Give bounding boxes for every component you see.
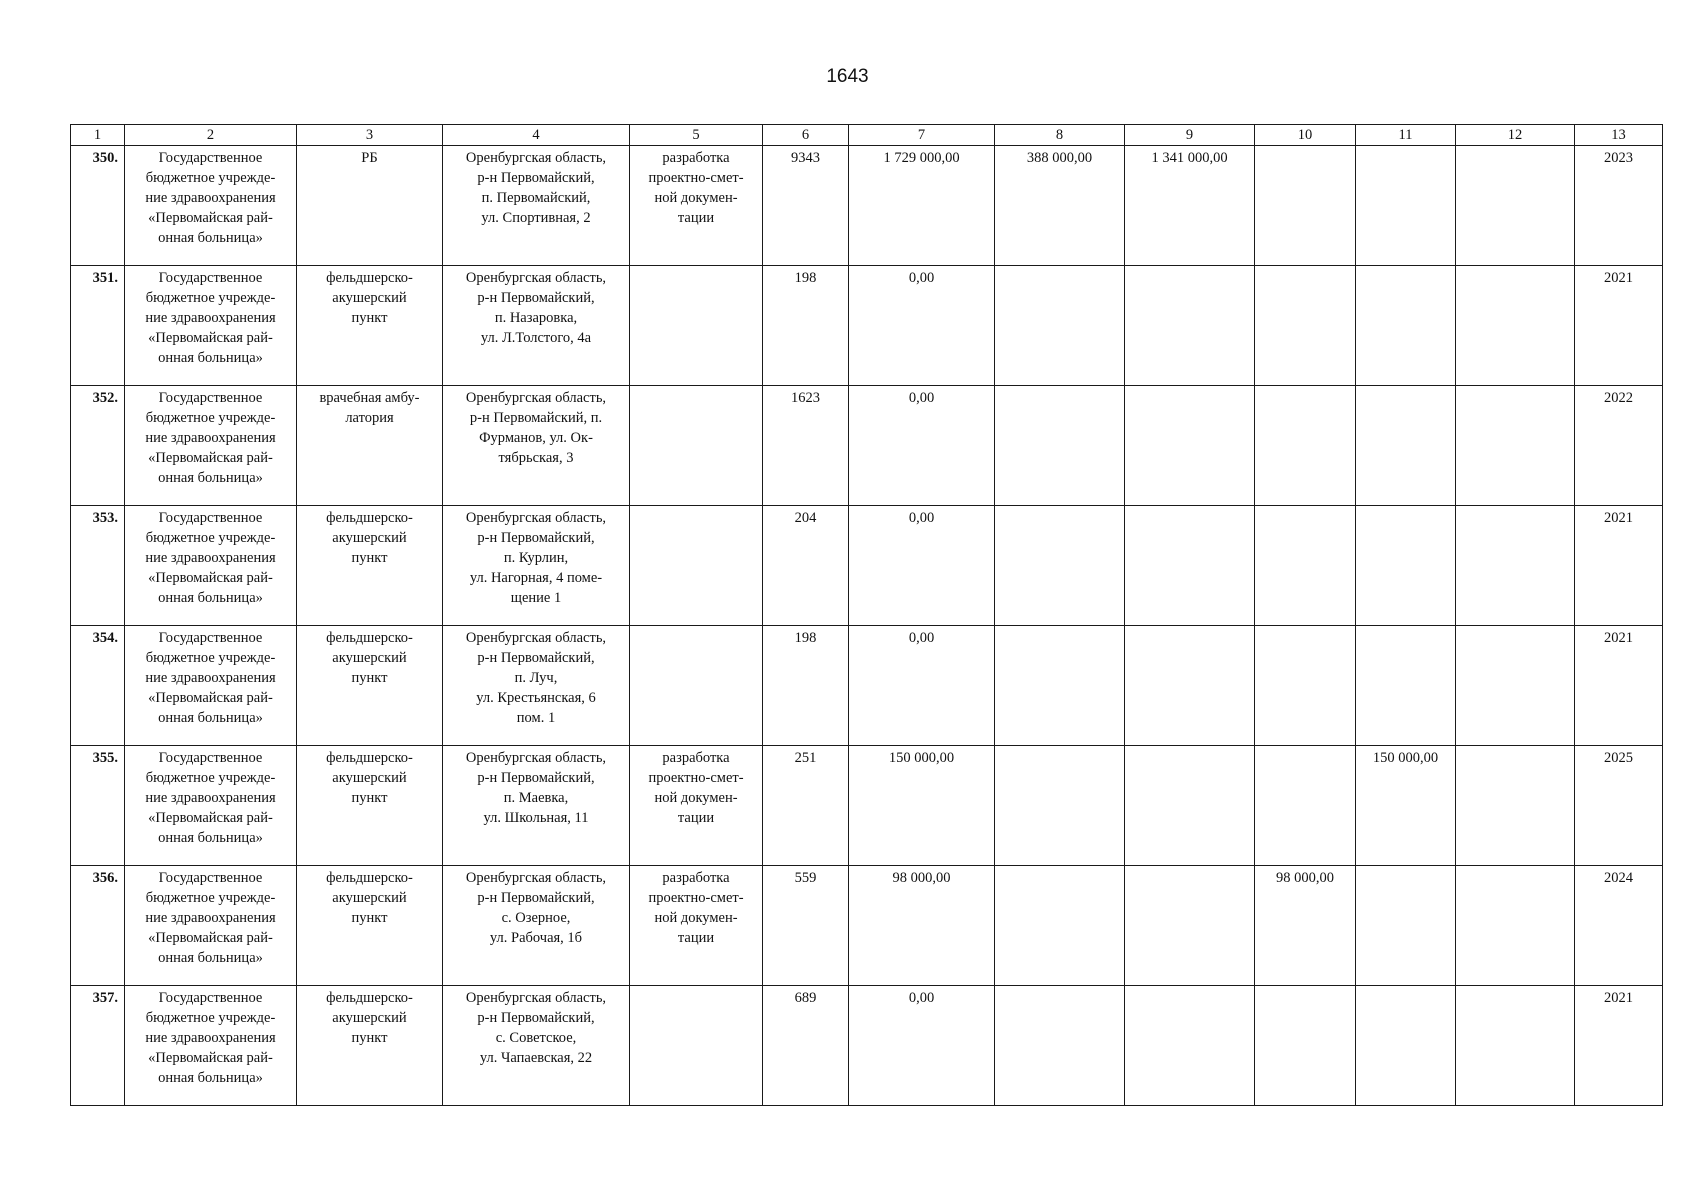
amount-col8-cell	[995, 746, 1125, 866]
amount-col10-cell	[1255, 986, 1356, 1106]
address-line: р-н Первомайский,	[477, 770, 595, 786]
institution-line: онная больница»	[158, 950, 263, 966]
address-line: ул. Нагорная, 4 поме-	[469, 570, 603, 586]
institution-cell	[125, 386, 297, 506]
amount-col10-cell: 98 000,00	[1255, 866, 1356, 986]
work-type-cell	[630, 266, 763, 386]
amount-col12-cell	[1456, 386, 1575, 506]
address-line: ул. Спортивная, 2	[481, 210, 591, 226]
address-cell	[443, 386, 630, 506]
area-cell: 251	[763, 746, 849, 866]
amount-col12-cell	[1456, 506, 1575, 626]
amount-col10-cell	[1255, 386, 1356, 506]
address-cell	[443, 266, 630, 386]
area-cell: 559	[763, 866, 849, 986]
object-type-line: фельдшерско-	[326, 870, 413, 886]
work-type-line: тации	[677, 210, 715, 226]
institution-line: «Первомайская рай-	[148, 570, 273, 586]
row-number: 352.	[71, 386, 125, 506]
year-cell: 2021	[1575, 266, 1663, 386]
table-row	[71, 626, 1663, 746]
column-header: 4	[443, 125, 630, 146]
total-amount-cell: 98 000,00	[849, 866, 995, 986]
address-line: р-н Первомайский,	[477, 1010, 595, 1026]
object-type-line: фельдшерско-	[326, 750, 413, 766]
table-row	[71, 866, 1663, 986]
amount-col10-cell	[1255, 506, 1356, 626]
object-type-cell	[297, 146, 443, 266]
address-line: п. Назаровка,	[494, 310, 578, 326]
institution-line: Государственное	[158, 750, 263, 766]
address-line: р-н Первомайский,	[477, 650, 595, 666]
work-type-line: ной докумен-	[654, 190, 738, 206]
object-type-line: РБ	[361, 150, 378, 166]
page-number: 1643	[826, 66, 869, 87]
row-number: 354.	[71, 626, 125, 746]
year-cell: 2024	[1575, 866, 1663, 986]
year-cell: 2023	[1575, 146, 1663, 266]
amount-col11-cell	[1356, 386, 1456, 506]
column-header: 2	[125, 125, 297, 146]
institution-line: «Первомайская рай-	[148, 690, 273, 706]
amount-col12-cell	[1456, 146, 1575, 266]
institution-line: бюджетное учрежде-	[145, 890, 276, 906]
address-line: с. Советское,	[495, 1030, 577, 1046]
institution-line: ние здравоохранения	[145, 1030, 276, 1046]
address-cell	[443, 506, 630, 626]
total-amount-cell: 0,00	[849, 266, 995, 386]
address-line: Оренбургская область,	[465, 630, 607, 646]
amount-col9-cell	[1125, 866, 1255, 986]
object-type-cell	[297, 266, 443, 386]
address-line: р-н Первомайский,	[477, 290, 595, 306]
row-number: 357.	[71, 986, 125, 1106]
address-line: пом. 1	[516, 710, 556, 726]
institution-line: «Первомайская рай-	[148, 450, 273, 466]
object-type-line: пункт	[351, 670, 388, 686]
object-type-cell	[297, 866, 443, 986]
institution-line: «Первомайская рай-	[148, 1050, 273, 1066]
work-type-line: ной докумен-	[654, 790, 738, 806]
institution-line: ние здравоохранения	[145, 550, 276, 566]
table-row	[71, 386, 1663, 506]
column-header: 6	[763, 125, 849, 146]
address-line: тябрьская, 3	[498, 450, 574, 466]
column-header: 11	[1356, 125, 1456, 146]
institution-line: бюджетное учрежде-	[145, 170, 276, 186]
row-number: 356.	[71, 866, 125, 986]
amount-col12-cell	[1456, 746, 1575, 866]
institution-line: бюджетное учрежде-	[145, 650, 276, 666]
work-type-line: разработка	[662, 750, 730, 766]
address-line: п. Маевка,	[503, 790, 569, 806]
year-cell: 2025	[1575, 746, 1663, 866]
address-line: Оренбургская область,	[465, 150, 607, 166]
object-type-line: пункт	[351, 790, 388, 806]
address-line: р-н Первомайский,	[477, 890, 595, 906]
address-cell	[443, 986, 630, 1106]
address-cell	[443, 866, 630, 986]
institution-line: ние здравоохранения	[145, 910, 276, 926]
institution-line: «Первомайская рай-	[148, 210, 273, 226]
institution-line: онная больница»	[158, 1070, 263, 1086]
institution-line: Государственное	[158, 870, 263, 886]
total-amount-cell: 150 000,00	[849, 746, 995, 866]
work-type-line: проектно-смет-	[648, 890, 744, 906]
address-line: п. Курлин,	[503, 550, 569, 566]
amount-col10-cell	[1255, 626, 1356, 746]
address-line: р-н Первомайский,	[477, 170, 595, 186]
total-amount-cell: 0,00	[849, 626, 995, 746]
work-type-cell	[630, 146, 763, 266]
amount-col10-cell	[1255, 266, 1356, 386]
table-row	[71, 266, 1663, 386]
amount-col8-cell	[995, 626, 1125, 746]
table-row	[71, 506, 1663, 626]
address-line: Оренбургская область,	[465, 870, 607, 886]
column-header: 3	[297, 125, 443, 146]
amount-col8-cell	[995, 266, 1125, 386]
object-type-line: пункт	[351, 310, 388, 326]
address-line: р-н Первомайский, п.	[469, 410, 603, 426]
institution-line: бюджетное учрежде-	[145, 290, 276, 306]
amount-col11-cell	[1356, 986, 1456, 1106]
work-type-line: тации	[677, 930, 715, 946]
address-line: п. Первомайский,	[481, 190, 591, 206]
institution-cell	[125, 506, 297, 626]
institution-line: бюджетное учрежде-	[145, 410, 276, 426]
area-cell: 689	[763, 986, 849, 1106]
amount-col12-cell	[1456, 986, 1575, 1106]
institution-line: Государственное	[158, 390, 263, 406]
institution-cell	[125, 266, 297, 386]
amount-col11-cell	[1356, 866, 1456, 986]
institution-line: Государственное	[158, 510, 263, 526]
work-type-line: разработка	[662, 870, 730, 886]
amount-col9-cell	[1125, 626, 1255, 746]
address-cell	[443, 146, 630, 266]
address-line: Оренбургская область,	[465, 390, 607, 406]
object-type-line: акушерский	[332, 770, 407, 786]
work-type-line: проектно-смет-	[648, 170, 744, 186]
table-row	[71, 746, 1663, 866]
institution-line: бюджетное учрежде-	[145, 770, 276, 786]
institution-cell	[125, 986, 297, 1106]
year-cell: 2021	[1575, 986, 1663, 1106]
object-type-line: латория	[345, 410, 394, 426]
institution-cell	[125, 146, 297, 266]
institution-line: Государственное	[158, 630, 263, 646]
institution-line: бюджетное учрежде-	[145, 530, 276, 546]
amount-col9-cell	[1125, 746, 1255, 866]
object-type-line: акушерский	[332, 290, 407, 306]
institution-line: онная больница»	[158, 830, 263, 846]
year-cell: 2021	[1575, 506, 1663, 626]
institution-line: онная больница»	[158, 350, 263, 366]
object-type-line: врачебная амбу-	[319, 390, 420, 406]
institution-cell	[125, 626, 297, 746]
object-type-cell	[297, 746, 443, 866]
institution-line: ние здравоохранения	[145, 790, 276, 806]
work-type-cell	[630, 746, 763, 866]
object-type-line: пункт	[351, 910, 388, 926]
address-line: щение 1	[510, 590, 562, 606]
object-type-line: акушерский	[332, 1010, 407, 1026]
row-number: 353.	[71, 506, 125, 626]
column-header: 9	[1125, 125, 1255, 146]
object-type-line: фельдшерско-	[326, 270, 413, 286]
address-line: Оренбургская область,	[465, 510, 607, 526]
amount-col9-cell	[1125, 986, 1255, 1106]
institution-line: ние здравоохранения	[145, 310, 276, 326]
address-line: ул. Чапаевская, 22	[479, 1050, 593, 1066]
work-type-line: проектно-смет-	[648, 770, 744, 786]
object-type-line: пункт	[351, 1030, 388, 1046]
amount-col11-cell	[1356, 146, 1456, 266]
object-type-line: акушерский	[332, 890, 407, 906]
amount-col8-cell	[995, 386, 1125, 506]
row-number: 351.	[71, 266, 125, 386]
work-type-cell	[630, 986, 763, 1106]
amount-col8-cell: 388 000,00	[995, 146, 1125, 266]
address-line: ул. Школьная, 11	[483, 810, 589, 826]
institution-line: онная больница»	[158, 710, 263, 726]
total-amount-cell: 0,00	[849, 506, 995, 626]
institution-line: ние здравоохранения	[145, 670, 276, 686]
column-number-row	[71, 125, 1663, 146]
row-number: 355.	[71, 746, 125, 866]
institution-line: бюджетное учрежде-	[145, 1010, 276, 1026]
amount-col8-cell	[995, 866, 1125, 986]
amount-col12-cell	[1456, 626, 1575, 746]
amount-col9-cell: 1 341 000,00	[1125, 146, 1255, 266]
area-cell: 9343	[763, 146, 849, 266]
column-header: 7	[849, 125, 995, 146]
institution-line: «Первомайская рай-	[148, 810, 273, 826]
institution-line: ние здравоохранения	[145, 430, 276, 446]
address-line: Оренбургская область,	[465, 750, 607, 766]
institution-cell	[125, 746, 297, 866]
object-type-line: фельдшерско-	[326, 510, 413, 526]
institution-line: Государственное	[158, 150, 263, 166]
work-type-line: ной докумен-	[654, 910, 738, 926]
column-header: 10	[1255, 125, 1356, 146]
area-cell: 198	[763, 626, 849, 746]
address-line: ул. Л.Толстого, 4а	[480, 330, 592, 346]
amount-col11-cell	[1356, 626, 1456, 746]
column-header: 5	[630, 125, 763, 146]
amount-col9-cell	[1125, 386, 1255, 506]
object-type-line: фельдшерско-	[326, 630, 413, 646]
column-header: 8	[995, 125, 1125, 146]
work-type-cell	[630, 386, 763, 506]
address-line: Фурманов, ул. Ок-	[479, 430, 593, 446]
institution-line: «Первомайская рай-	[148, 930, 273, 946]
amount-col9-cell	[1125, 506, 1255, 626]
institution-line: онная больница»	[158, 470, 263, 486]
area-cell: 198	[763, 266, 849, 386]
area-cell: 204	[763, 506, 849, 626]
column-header: 1	[71, 125, 125, 146]
amount-col12-cell	[1456, 866, 1575, 986]
work-type-cell	[630, 626, 763, 746]
object-type-line: акушерский	[332, 530, 407, 546]
institution-line: онная больница»	[158, 230, 263, 246]
total-amount-cell: 0,00	[849, 386, 995, 506]
institution-line: онная больница»	[158, 590, 263, 606]
object-type-cell	[297, 626, 443, 746]
object-type-cell	[297, 506, 443, 626]
table-row	[71, 986, 1663, 1106]
year-cell: 2021	[1575, 626, 1663, 746]
table-row	[71, 146, 1663, 266]
institution-line: Государственное	[158, 270, 263, 286]
address-line: Оренбургская область,	[465, 990, 607, 1006]
registry-table	[70, 124, 1663, 1106]
column-header: 13	[1575, 125, 1663, 146]
amount-col10-cell	[1255, 746, 1356, 866]
total-amount-cell: 1 729 000,00	[849, 146, 995, 266]
work-type-line: тации	[677, 810, 715, 826]
amount-col10-cell	[1255, 146, 1356, 266]
amount-col11-cell	[1356, 506, 1456, 626]
address-line: ул. Рабочая, 1б	[489, 930, 583, 946]
object-type-line: акушерский	[332, 650, 407, 666]
row-number: 350.	[71, 146, 125, 266]
institution-cell	[125, 866, 297, 986]
amount-col12-cell	[1456, 266, 1575, 386]
address-line: р-н Первомайский,	[477, 530, 595, 546]
institution-line: «Первомайская рай-	[148, 330, 273, 346]
work-type-cell	[630, 866, 763, 986]
amount-col8-cell	[995, 986, 1125, 1106]
address-line: с. Озерное,	[501, 910, 571, 926]
work-type-cell	[630, 506, 763, 626]
year-cell: 2022	[1575, 386, 1663, 506]
total-amount-cell: 0,00	[849, 986, 995, 1106]
object-type-cell	[297, 386, 443, 506]
address-cell	[443, 626, 630, 746]
amount-col8-cell	[995, 506, 1125, 626]
area-cell: 1623	[763, 386, 849, 506]
address-line: Оренбургская область,	[465, 270, 607, 286]
institution-line: ние здравоохранения	[145, 190, 276, 206]
address-cell	[443, 746, 630, 866]
amount-col9-cell	[1125, 266, 1255, 386]
institution-line: Государственное	[158, 990, 263, 1006]
amount-col11-cell	[1356, 266, 1456, 386]
column-header: 12	[1456, 125, 1575, 146]
address-line: ул. Крестьянская, 6	[476, 690, 596, 706]
object-type-line: фельдшерско-	[326, 990, 413, 1006]
object-type-line: пункт	[351, 550, 388, 566]
work-type-line: разработка	[662, 150, 730, 166]
amount-col11-cell: 150 000,00	[1356, 746, 1456, 866]
object-type-cell	[297, 986, 443, 1106]
address-line: п. Луч,	[514, 670, 558, 686]
